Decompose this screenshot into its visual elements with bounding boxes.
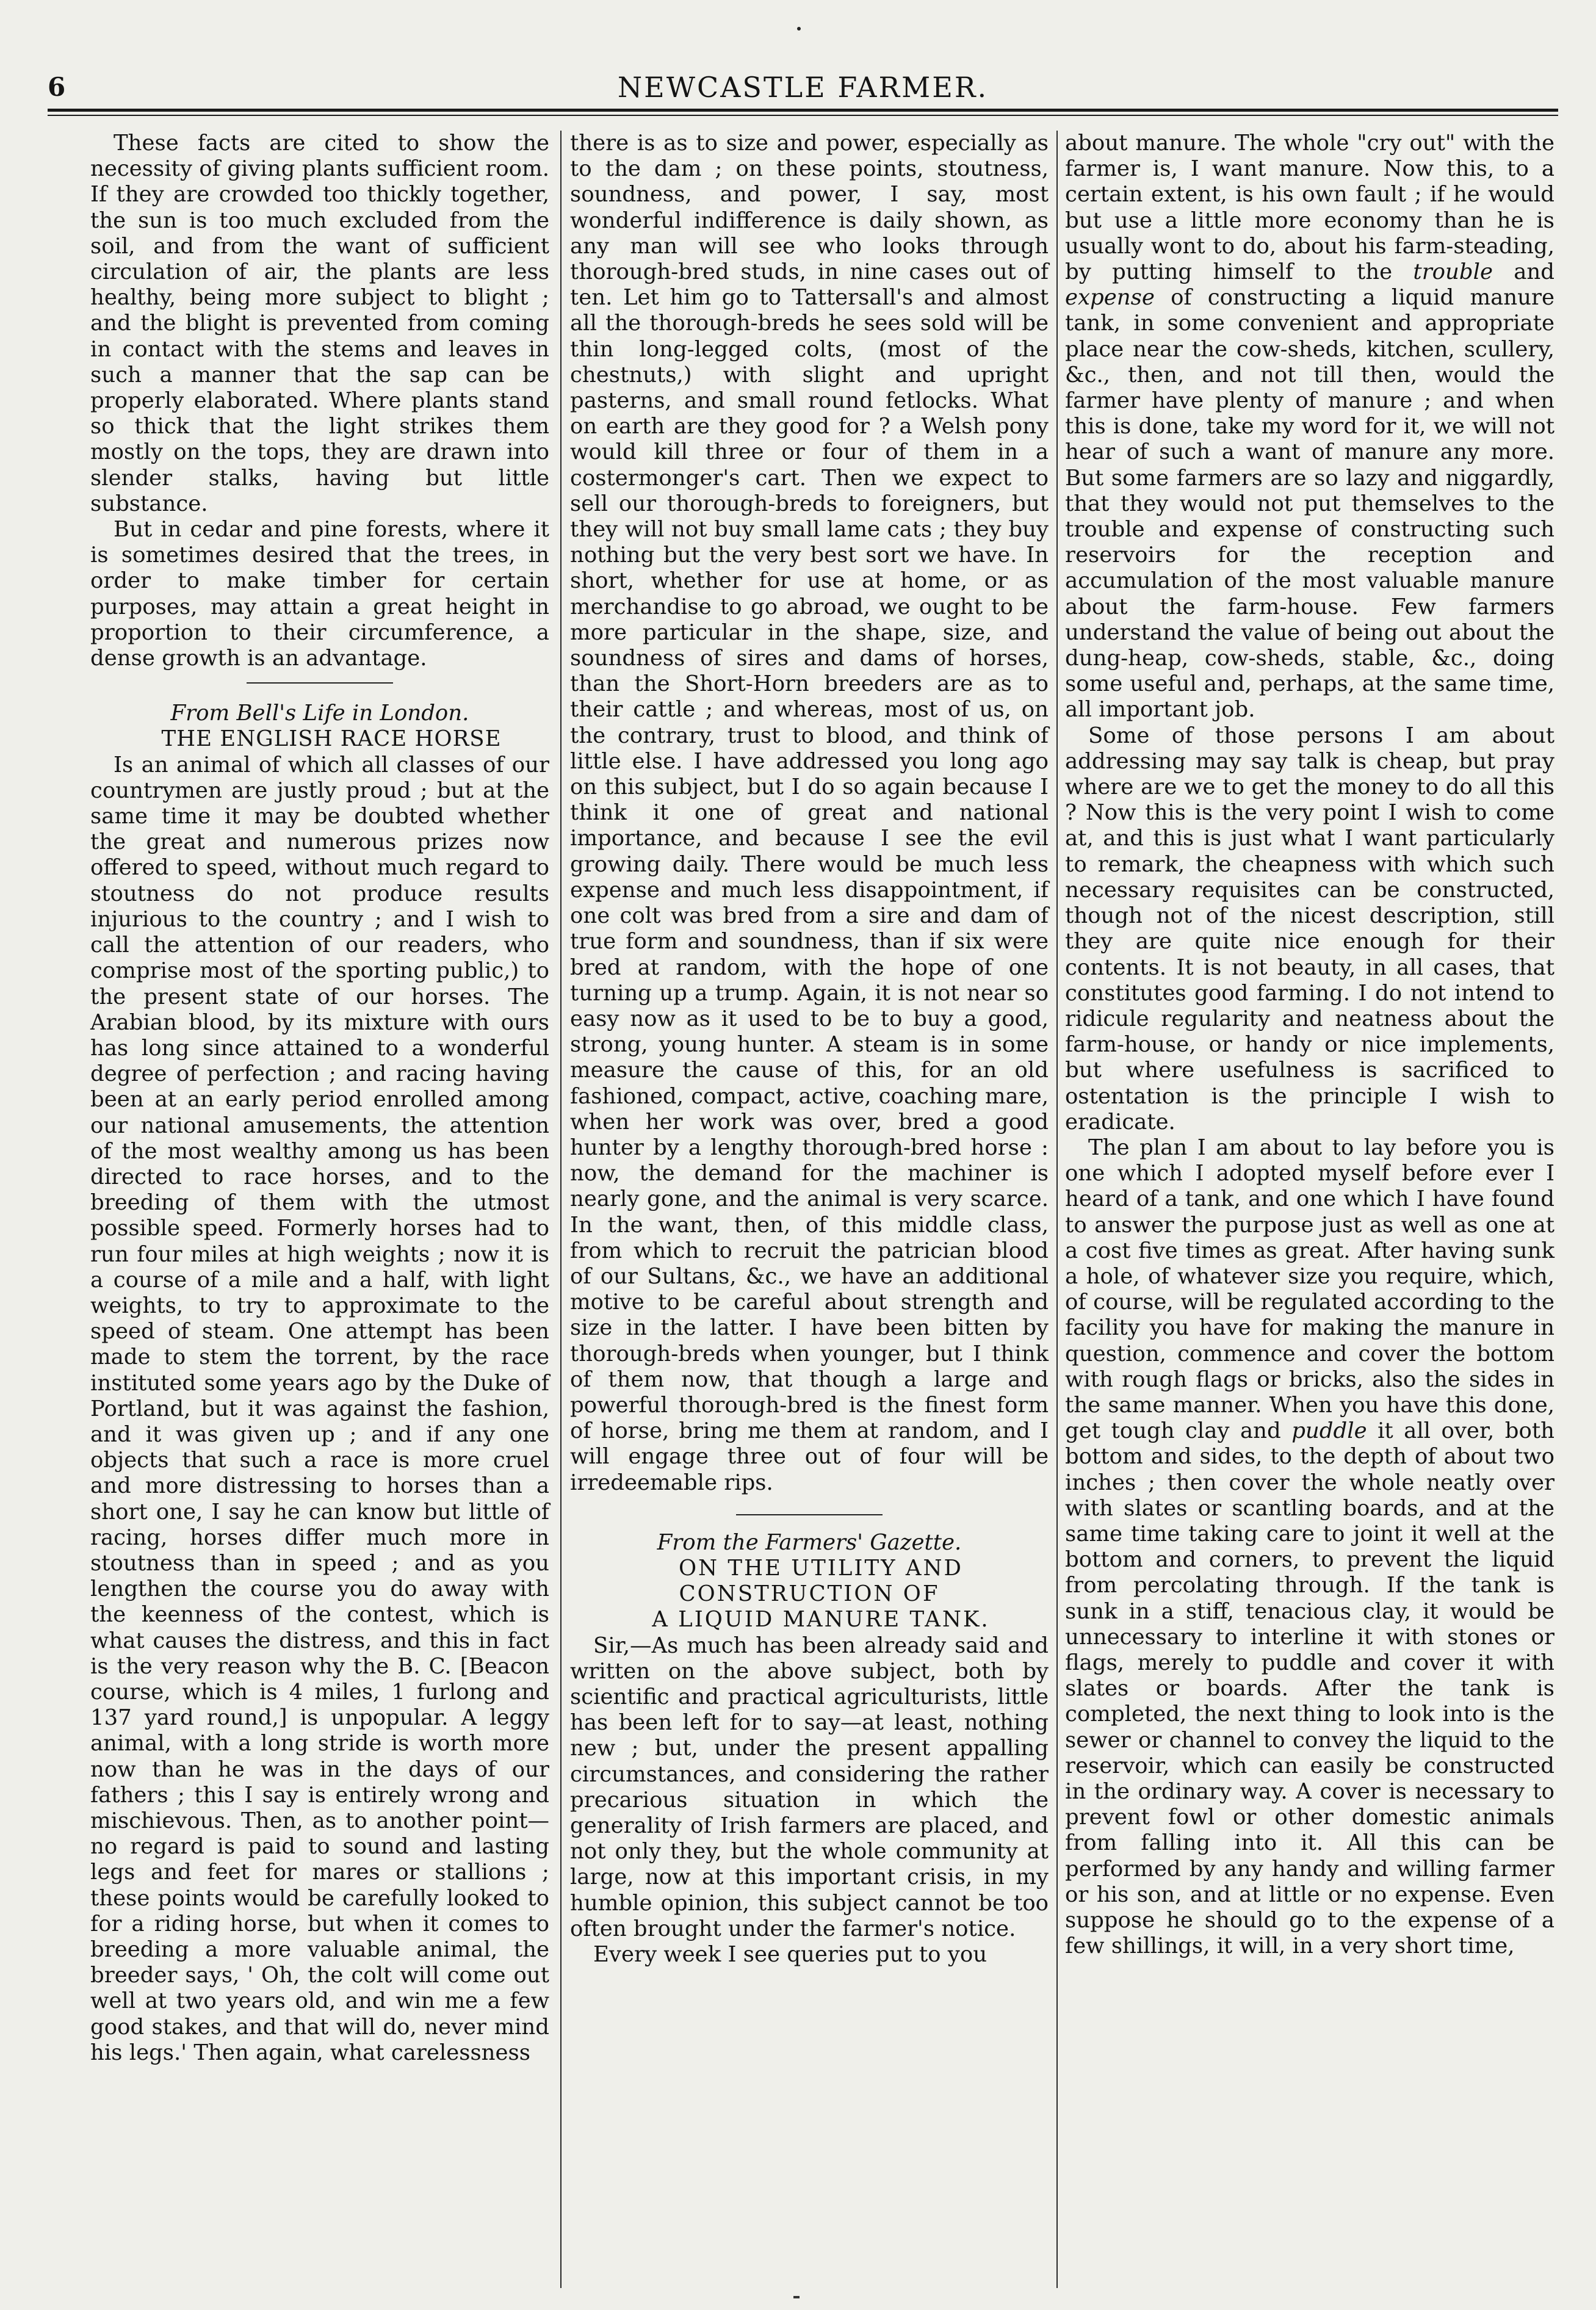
italic-text: expense xyxy=(1065,285,1155,311)
article-paragraph: Some of those persons I am about addressing may say talk is cheap, but pray where are we to get the money to do all this ? Now this is the very point I wish to come at, and this is just what I want particularly to remark, the cheapness with which such necessary requisites can be constructed, though not of the nicest description, still they are quite nice enough for their contents. It is not beauty, in all cases, that constitutes good farming. I do not intend to ridicule regularity and neatness about the farm-house, or handy or nice implements, but where usefulness is sacrificed to ostentation is the principle I wish to eradicate. xyxy=(1065,723,1554,1135)
article-paragraph xyxy=(1065,131,1554,723)
article-paragraph: But in cedar and pine forests, where it is sometimes desired that the trees, in order to make timber for certain purposes, may attain a great height in proportion to their circumference, a dense growth is an advantage. xyxy=(90,517,549,671)
section-divider xyxy=(736,1514,883,1515)
article-paragraph: Is an animal of which all classes of our countrymen are justly proud ; but at the same time it may be doubted whether the great and numerous prizes now offered to speed, without much regard to stoutness do not produce results injurious to the country ; and I wish to call the attention of our readers, who comprise most of the sporting public,) to the present state of our horses. The Arabian blood, by its mixture with ours has long since attained to a wonderful degree of perfection ; and racing having been at an early period enrolled among our national amusements, the attention of the most wealthy among us has been directed to race horses, and to the breeding of them with the utmost possible speed. Formerly horses had to run four miles at high weights ; now it is a course of a mile and a half, with light weights, to try to approximate to the speed of steam. One attempt has been made to stem the torrent, by the race instituted some years ago by the Duke of Portland, but it was against the fashion, and it was given up ; and if any one objects that such a race is more cruel and more distressing to horses than a short one, I say he can know but little of racing, horses differ much more in stoutness than in speed ; and as you lengthen the course you do away with the keenness of the contest, which is what causes the distress, and this in fact is the very reason why the B. C. [Beacon course, which is 4 miles, 1 furlong and 137 yard round,] is unpopular. A leggy animal, with a long stride is worth more now than he was in the days of our fathers ; this I say is entirely wrong and mischievous. Then, as to another point—no regard is paid to sound and lasting legs and feet for mares or stallions ; these points would be carefully looked to for a riding horse, but when it comes to breeding a more valuable animal, the breeder says, ' Oh, the colt will come out well at two years old, and win me a few good stakes, and that will do, never mind his legs.' Then again, what carelessness xyxy=(90,752,549,2065)
article-headline-line-1: ON THE UTILITY AND CONSTRUCTION OF xyxy=(678,1555,964,1607)
article-paragraph: Sir,—As much has been already said and written on the above subject, both by scientific and practical agriculturists, little has been left for to say—at least, nothing new ; but, under the present appalling circumstances, and considering the rather precarious situation in which the generality of Irish farmers are placed, and not only they, but the whole community at large, now at this important crisis, in my humble opinion, this subject cannot be too often brought under the farmer's notice. xyxy=(570,1633,1049,1941)
article-headline: THE ENGLISH RACE HORSE xyxy=(161,726,502,752)
column-divider-1 xyxy=(560,131,561,2288)
article-paragraph: there is as to size and power, especially as to the dam ; on these points, stoutness, soundness, and power, I say, most wonderful indifference is daily shown, as any man will see who looks through thorough-bred studs, in nine cases out of ten. Let him go to Tattersall's and almost all the thorough-breds he sees sold will be thin long-legged colts, (most of the chestnuts,) with slight and upright pasterns, and small round fetlocks. What on earth are they good for ? a Welsh pony would kill three or four of them in a costermonger's cart. Then we expect to sell our thorough-breds to foreigners, but they will not buy small lame cats ; they buy nothing but the very best sort we have. In short, whether for use at home, or as merchandise to go abroad, we ought to be more particular in the shape, size, and soundness of sires and dams of horses, than the Short-Horn breeders are as to their cattle ; and whereas, most of us, on the contrary, trust to blood, and think of little else. I have addressed you long ago on this subject, but I do so again because I think it one of great and national importance, and because I see the evil growing daily. There would be much less expense and much less disappointment, if one colt was bred from a sire and dam of true form and soundness, than if six were bred at random, with the hope of one turning up a trump. Again, it is not near so easy now as it used to be to buy a good, strong, young hunter. A steam is in some measure the cause of this, for an old fashioned, compact, active, coaching mare, when her work was over, bred a good hunter by a lengthy thorough-bred horse : now, the demand for the machiner is nearly gone, and the animal is very scarce. In the want, then, of this middle class, from which to recruit the patrician blood of our Sultans, &c., we have an additional motive to be careful about strength and size in the latter. I have been bitten by thorough-breds when younger, but I think of them now, that though a large and powerful thorough-bred is the finest form of horse, bring me them at random, and I will engage three out of four will be irredeemable rips. xyxy=(570,131,1049,1495)
column-divider-2 xyxy=(1056,131,1058,2288)
source-attribution: From the Farmers' Gazette. xyxy=(657,1529,962,1555)
text-run: The plan I am about to lay before you is one which I adopted myself before ever I heard of a tank, and one which I have found to answer the purpose just as well as one at a cost five times as great. After having sunk a hole, of whatever size you require, which, of course, will be regulated according to the facility you have for making the manure in question, commence and cover the bottom with rough flags or bricks, also the sides in the same manner. When you have this done, get tough clay and xyxy=(1065,1135,1554,1444)
page-header xyxy=(48,68,1558,111)
ink-speck-top xyxy=(797,27,801,31)
italic-text: puddle xyxy=(1291,1418,1367,1444)
article-headline-line-2: A LIQUID MANURE TANK. xyxy=(652,1607,990,1633)
article-paragraph xyxy=(1065,1135,1554,1960)
column-3 xyxy=(1065,131,1554,1959)
text-run: it all over, both bottom and sides, to the depth of about two inches ; then cover the whole neatly over with slates or scantling boards, and at the same time taking care to joint it well at the bottom and corners, to prevent the liquid from percolating through. If the tank is sunk in a stiff, tenacious clay, it would be unnecessary to interline it with stones or flags, merely to puddle and cover it with slates or boards. After the tank is completed, the next thing to look into is the sewer or channel to convey the liquid to the reservoir, which can easily be constructed in the ordinary way. A cover is necessary to prevent fowl or other domestic animals from falling into it. All this can be performed by any handy and willing farmer or his son, and at little or no expense. Even suppose he should go to the expense of a few shillings, it will, in a very short time, xyxy=(1065,1418,1554,1959)
column-1 xyxy=(90,131,549,2066)
running-title: NEWCASTLE FARMER. xyxy=(617,71,989,104)
column-2 xyxy=(570,131,1049,1968)
text-run: of constructing a liquid manure tank, in some convenient and appropriate place near the cow-sheds, kitchen, scullery, &c., then, and not till then, would the farmer have plenty of manure ; and when this is done, take my word for it, we will not hear of such a want of manure any more. But some farmers are so lazy and niggardly, that they would not put themselves to the trouble and expense of constructing such reservoirs for the reception and accumulation of the most valuable manure about the farm-house. Few farmers understand the value of being out about the dung-heap, cow-sheds, stable, &c., doing some useful and, perhaps, at the same time, all important job. xyxy=(1065,285,1554,723)
text-run: and xyxy=(1492,259,1554,285)
section-divider xyxy=(247,682,393,684)
header-rule-thin xyxy=(48,115,1558,116)
article-paragraph: Every week I see queries put to you xyxy=(593,1942,988,1968)
source-attribution: From Bell's Life in London. xyxy=(170,701,469,726)
italic-text: trouble xyxy=(1413,259,1493,285)
article-paragraph: These facts are cited to show the necessity of giving plants sufficient room. If they are crowded too thickly together, the sun is too much excluded from the soil, and from the want of sufficient circulation of air, the plants are less healthy, being more subject to blight ; and the blight is prevented from coming in contact with the stems and leaves in such a manner that the sap can be properly elaborated. Where plants stand so thick that the light strikes them mostly on the tops, they are drawn into slender stalks, having but little substance. xyxy=(90,131,549,516)
header-rule-thick xyxy=(48,109,1558,112)
page-number: 6 xyxy=(48,72,66,102)
ink-speck-bottom xyxy=(793,2296,800,2298)
text-run: about manure. The whole "cry out" with the farmer is, I want manure. Now this, to a certain extent, is his own fault ; if he would but use a little more economy than he is usually wont to do, about his farm-steading, by putting himself to the xyxy=(1065,131,1554,285)
